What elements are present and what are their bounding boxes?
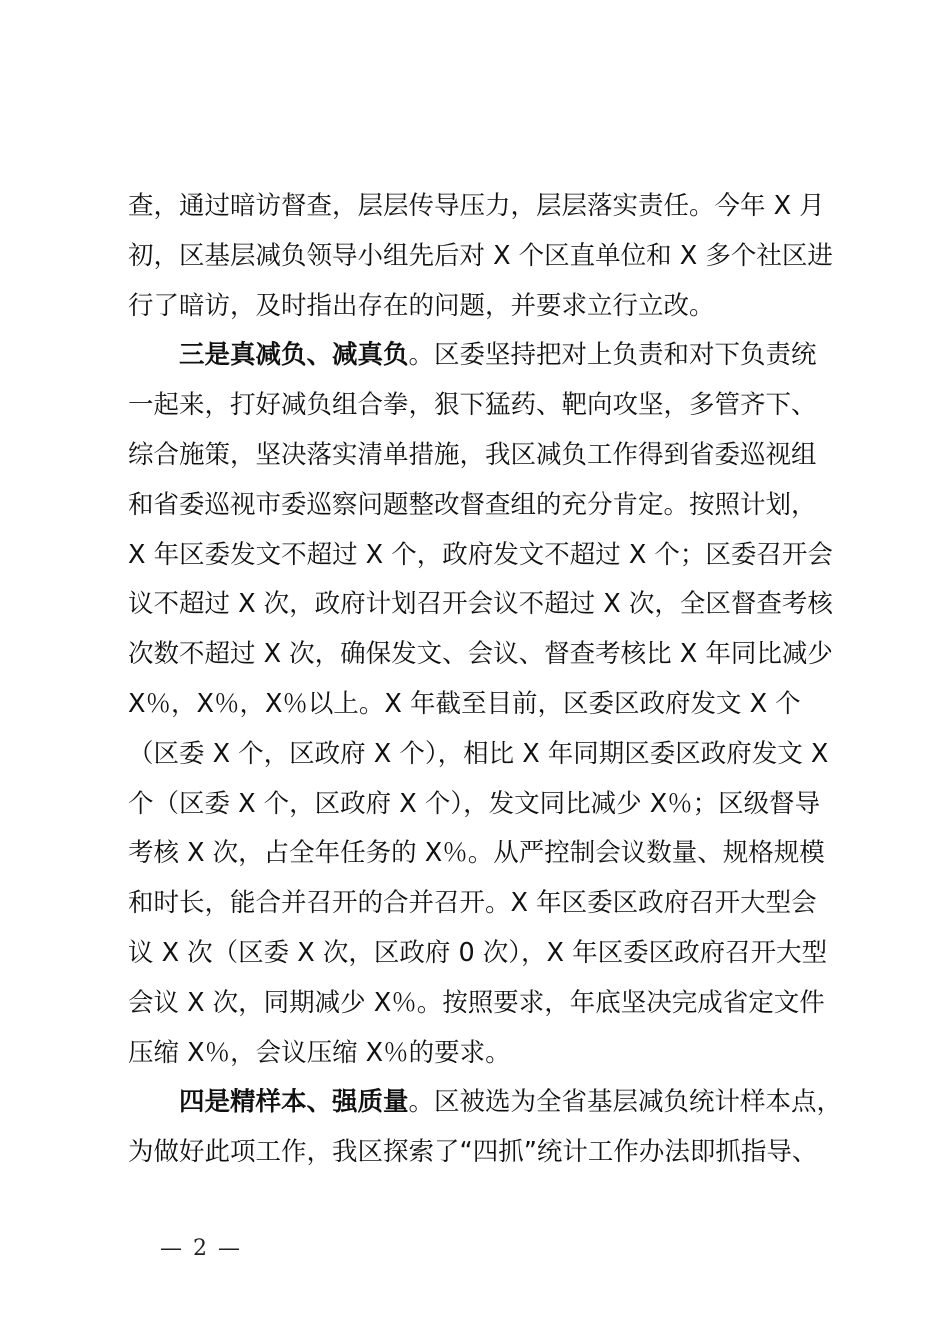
text-line: 会议 X 次，同期减少 X％。按照要求，年底坚决完成省定文件 (128, 987, 825, 1018)
text-line: 一起来，打好减负组合拳，狠下猛药、靶向攻坚，多管齐下、 (128, 390, 817, 421)
text-line: 次数不超过 X 次，确保发文、会议、督查考核比 X 年同比减少 (128, 639, 833, 670)
text-line: 为做好此项工作，我区探索了“四抓”统计工作办法即抓指导、 (128, 1137, 818, 1168)
section-3-first-line-text: 。区委坚持把对上负责和对下负责统 (408, 340, 817, 371)
section-4-heading-line (128, 1078, 863, 1128)
text-line: 压缩 X％，会议压缩 X％的要求。 (128, 1037, 511, 1068)
text-line: 个（区委 X 个，区政府 X 个），发文同比减少 X％；区级督导 (128, 788, 821, 819)
text-line: 行了暗访，及时指出存在的问题，并要求立行立改。 (128, 290, 715, 321)
text-line: 查，通过暗访督查，层层传导压力，层层落实责任。今年 X 月 (128, 191, 825, 221)
text-line: X 年区委发文不超过 X 个，政府发文不超过 X 个；区委召开会 (128, 539, 833, 570)
section-3-lead: 三是真减负、减真负 (179, 340, 409, 371)
section-3-heading-line (128, 331, 863, 381)
text-line: 和时长，能合并召开的合并召开。X 年区委区政府召开大型会 (128, 888, 817, 919)
text-line: 议不超过 X 次，政府计划召开会议不超过 X 次，全区督查考核 (128, 589, 833, 620)
section-4-lead: 四是精样本、强质量 (179, 1087, 409, 1118)
body-text (128, 182, 863, 1178)
text-line: （区委 X 个，区政府 X 个），相比 X 年同期区委区政府发文 X (128, 738, 829, 769)
page-number: — 2 — (160, 1236, 242, 1261)
text-line: X％，X％，X％以上。X 年截至目前，区委区政府发文 X 个 (128, 688, 801, 719)
text-line: 初，区基层减负领导小组先后对 X 个区直单位和 X 多个社区进 (128, 240, 833, 271)
text-line: 议 X 次（区委 X 次，区政府 0 次），X 年区委区政府召开大型 (128, 937, 828, 968)
text-line: 综合施策，坚决落实清单措施，我区减负工作得到省委巡视组 (128, 439, 817, 470)
text-line: 考核 X 次，占全年任务的 X％。从严控制会议数量、规格规模 (128, 838, 825, 869)
text-line: 和省委巡视市委巡察问题整改督查组的充分肯定。按照计划， (128, 489, 817, 520)
section-4-first-line-text: 。区被选为全省基层减负统计样本点， (408, 1087, 843, 1118)
